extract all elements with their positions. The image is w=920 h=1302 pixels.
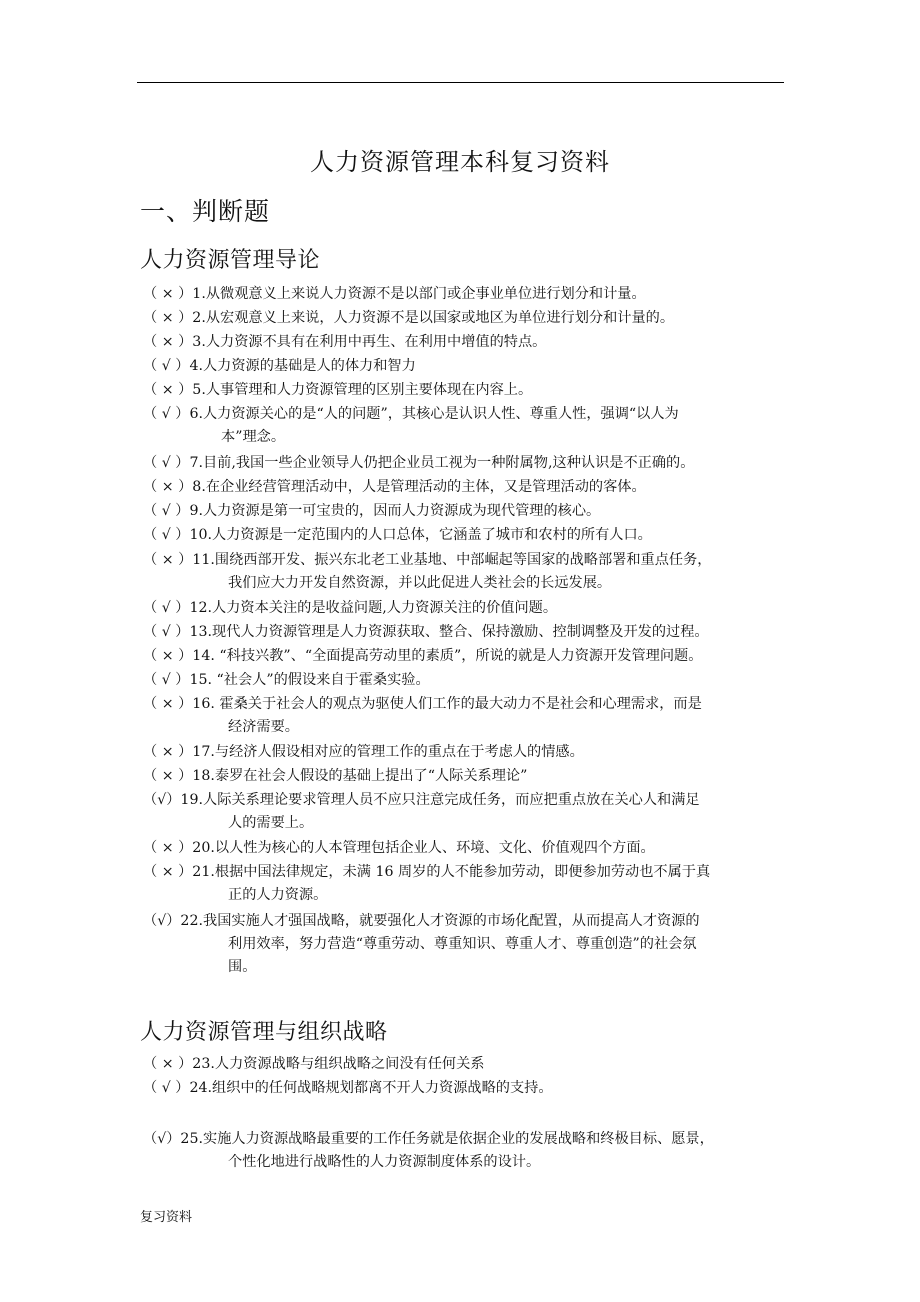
question-text: 以人性为核心的人本管理包括企业人、环境、文化、价值观四个方面。 [214,840,655,856]
page-footer: 复习资料 [140,1210,193,1225]
question-line [143,1053,793,1076]
question-text: 围绕西部开发、振兴东北老工业基地、中部崛起等国家的战略部署和重点任务， [214,552,712,568]
answer-mark: （ √ ） [143,672,190,688]
answer-mark: （ × ） [143,552,193,568]
question-line [143,741,793,764]
question-text: 目前,我国一些企业领导人仍把企业员工视为一种附属物,这种认识是不正确的。 [202,455,695,471]
answer-mark: （ × ） [143,479,193,495]
question-text: 根据中国法律规定，未满 16 周岁的人不能参加劳动，即便参加劳动也不属于真 [214,864,711,880]
answer-mark: （ × ） [143,286,193,302]
answer-mark: （ √ ） [143,624,190,640]
question-item [143,789,793,835]
question-line [143,645,793,668]
answer-mark: （ × ） [143,648,193,664]
question-line [143,837,793,860]
question-number: 10. [189,527,213,543]
question-text: 与经济人假设相对应的管理工作的重点在于考虑人的情感。 [214,744,584,760]
question-line [143,789,793,812]
answer-mark: （ × ） [143,696,193,712]
question-continuation-line: 个性化地进行战略性的人力资源制度体系的设计。 [228,1154,541,1170]
question-number: 22. [180,913,203,929]
question-number: 16. [192,696,215,712]
question-text: 人事管理和人力资源管理的区别主要体现在内容上。 [205,382,533,398]
document-title: 人力资源管理本科复习资料 [310,148,610,176]
question-item [143,765,793,788]
question-number: 7. [189,455,203,471]
answer-mark: （ √ ） [143,1080,190,1096]
question-item [143,524,793,547]
question-item [143,669,793,692]
answer-mark: （ × ） [143,744,193,760]
answer-mark: （ × ） [143,840,193,856]
answer-mark: （√） [143,792,181,808]
question-item [143,549,793,595]
answer-mark: （ × ） [143,768,193,784]
question-continuation-line: 人的需要上。 [228,815,314,831]
question-line [143,1077,793,1100]
answer-mark: （ √ ） [143,503,190,519]
answer-mark: （ × ） [143,310,193,326]
question-item [143,379,793,402]
answer-mark: （ × ） [143,1056,193,1072]
question-number: 21. [192,864,215,880]
question-text: 人力资源战略与组织战略之间没有任何关系 [214,1056,485,1072]
question-text: 人力资源不具有在利用中再生、在利用中增值的特点。 [205,334,547,350]
question-line [143,861,793,884]
question-text: 组织中的任何战略规划都离不开人力资源战略的支持。 [212,1080,553,1096]
question-text: 实施人力资源战略最重要的工作任务就是依据企业的发展战略和终极目标、愿景， [203,1131,714,1147]
question-line [143,307,793,330]
answer-mark: （ × ） [143,864,193,880]
question-continuation-line: 利用效率，努力营造“尊重劳动、尊重知识、尊重人才、尊重创造”的社会氛 [228,936,697,952]
question-continuation-line: 围。 [228,959,257,975]
question-line [143,355,793,378]
question-text: 人际关系理论要求管理人员不应只注意完成任务，而应把重点放在关心人和满足 [203,792,700,808]
answer-mark: （√） [143,1131,181,1147]
question-continuation-line: 经济需要。 [228,719,299,735]
question-item [143,910,793,979]
question-text: 霍桑关于社会人的观点为驱使人们工作的最大动力不是社会和心理需求，而是 [214,696,702,712]
question-line [143,693,793,716]
question-continuation-line: 我们应大力开发自然资源，并以此促进人类社会的长远发展。 [228,575,612,591]
question-item [143,837,793,860]
question-line [143,524,793,547]
question-number: 3. [192,334,206,350]
question-number: 24. [189,1080,213,1096]
question-text: 从宏观意义上来说，人力资源不是以国家或地区为单位进行划分和计量的。 [205,310,675,326]
subsection-heading-intro: 人力资源管理导论 [140,248,321,273]
question-text: 我国实施人才强国战略，就要强化人才资源的市场化配置，从而提高人才资源的 [203,913,700,929]
question-item [143,597,793,620]
question-text: 从微观意义上来说人力资源不是以部门或企事业单位进行划分和计量。 [205,286,646,302]
question-number: 6. [189,406,203,422]
question-item [143,1128,793,1174]
question-text: 泰罗在社会人假设的基础上提出了“人际关系理论” [214,768,528,784]
question-item [143,1077,793,1100]
question-text: “社会人”的假设来自于霍桑实验。 [212,672,430,688]
question-line [143,621,793,644]
question-number: 8. [192,479,206,495]
question-text: 人力资源关心的是“人的问题”，其核心是认识人性、尊重人性，强调“以人为 [202,406,679,422]
question-number: 1. [192,286,206,302]
question-line [143,403,793,426]
question-item [143,645,793,668]
question-text: 人力资源是第一可宝贵的，因而人力资源成为现代管理的核心。 [202,503,601,519]
question-text: 人力资源的基础是人的体力和智力 [202,358,416,374]
question-number: 15. [189,672,213,688]
question-item [143,861,793,907]
question-number: 23. [192,1056,215,1072]
question-number: 12. [189,600,213,616]
question-text: 在企业经营管理活动中，人是管理活动的主体，又是管理活动的客体。 [205,479,646,495]
question-item [143,452,793,475]
header-rule [137,82,784,83]
question-number: 4. [189,358,203,374]
question-item [143,1053,793,1076]
question-number: 2. [192,310,206,326]
question-number: 13. [189,624,213,640]
question-line [143,549,793,572]
question-line [143,1128,793,1151]
question-line [143,331,793,354]
question-continuation-line: 正的人力资源。 [228,887,328,903]
question-number: 25. [180,1131,203,1147]
question-line [143,500,793,523]
question-text: “科技兴教”、“全面提高劳动里的素质”，所说的就是人力资源开发管理问题。 [214,648,703,664]
answer-mark: （ √ ） [143,358,190,374]
answer-mark: （√） [143,913,181,929]
question-number: 18. [192,768,215,784]
answer-mark: （ × ） [143,382,193,398]
question-item [143,476,793,499]
question-item [143,741,793,764]
section-heading: 一、判断题 [140,197,271,226]
answer-mark: （ √ ） [143,455,190,471]
question-number: 11. [192,552,215,568]
question-item [143,355,793,378]
answer-mark: （ √ ） [143,600,190,616]
subsection-heading-strategy: 人力资源管理与组织战略 [140,1020,388,1045]
question-text: 人力资本关注的是收益问题,人力资源关注的价值问题。 [212,600,558,616]
question-number: 19. [180,792,203,808]
question-line [143,597,793,620]
answer-mark: （ × ） [143,334,193,350]
question-item [143,283,793,306]
question-item [143,693,793,739]
question-number: 14. [192,648,215,664]
question-number: 9. [189,503,203,519]
question-item [143,331,793,354]
question-line [143,452,793,475]
question-number: 20. [192,840,215,856]
answer-mark: （ √ ） [143,406,190,422]
question-line [143,379,793,402]
question-text: 现代人力资源管理是人力资源获取、整合、保持激励、控制调整及开发的过程。 [212,624,709,640]
question-number: 5. [192,382,206,398]
question-item [143,307,793,330]
question-line [143,669,793,692]
question-number: 17. [192,744,215,760]
question-item [143,403,793,449]
question-line [143,283,793,306]
question-item [143,500,793,523]
question-text: 人力资源是一定范围内的人口总体，它涵盖了城市和农村的所有人口。 [212,527,652,543]
question-continuation-line: 本”理念。 [221,429,286,445]
answer-mark: （ √ ） [143,527,190,543]
question-line [143,476,793,499]
question-line [143,765,793,788]
question-item [143,621,793,644]
question-line [143,910,793,933]
